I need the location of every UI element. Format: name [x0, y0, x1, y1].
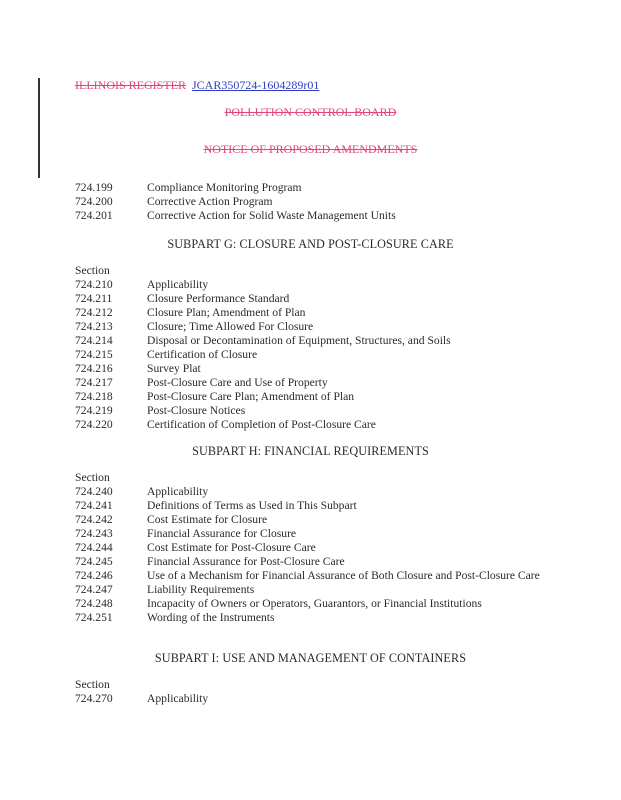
section-column-label: Section	[75, 471, 110, 484]
section-number: 724.247	[75, 583, 113, 596]
section-column-label: Section	[75, 678, 110, 691]
section-number: 724.241	[75, 499, 113, 512]
section-number: 724.245	[75, 555, 113, 568]
list-item	[75, 404, 545, 418]
board-heading	[0, 105, 621, 119]
section-title: Certification of Completion of Post-Closure Care	[147, 418, 376, 431]
list-item	[75, 320, 545, 334]
notice-heading	[0, 142, 621, 156]
top-entries-list	[75, 181, 545, 223]
section-title: Applicability	[147, 278, 209, 291]
section-number: 724.243	[75, 527, 113, 540]
section-title: Applicability	[147, 692, 209, 705]
section-title: Financial Assurance for Closure	[147, 527, 297, 540]
section-title: Closure; Time Allowed For Closure	[147, 320, 314, 333]
section-number: 724.215	[75, 348, 113, 361]
section-number: 724.214	[75, 334, 113, 347]
section-number: 724.200	[75, 195, 113, 208]
list-item	[75, 541, 545, 555]
section-number: 724.218	[75, 390, 113, 403]
section-title: Cost Estimate for Closure	[147, 513, 268, 526]
list-item	[75, 611, 545, 625]
section-number: 724.212	[75, 306, 113, 319]
section-title: Post-Closure Notices	[147, 404, 246, 417]
list-item	[75, 485, 545, 499]
section-title: Use of a Mechanism for Financial Assurance of Both Closure and Post-Closure Care	[147, 569, 540, 582]
section-number: 724.213	[75, 320, 113, 333]
subpart-i-heading: SUBPART I: USE AND MANAGEMENT OF CONTAINERS	[154, 651, 467, 665]
list-item	[75, 181, 545, 195]
section-title: Wording of the Instruments	[147, 611, 275, 624]
section-title: Definitions of Terms as Used in This Subpart	[147, 499, 357, 512]
section-number: 724.270	[75, 692, 113, 705]
section-title: Corrective Action Program	[147, 195, 273, 208]
list-item	[75, 306, 545, 320]
list-item	[75, 376, 545, 390]
section-title: Disposal or Decontamination of Equipment, Structures, and Soils	[147, 334, 451, 347]
section-number: 724.210	[75, 278, 113, 291]
section-column-label: Section	[75, 264, 110, 277]
section-title: Corrective Action for Solid Waste Management Units	[147, 209, 396, 222]
section-title: Applicability	[147, 485, 209, 498]
section-title: Closure Plan; Amendment of Plan	[147, 306, 306, 319]
list-item	[75, 513, 545, 527]
section-number: 724.217	[75, 376, 113, 389]
board-struck-text: POLLUTION CONTROL BOARD	[224, 105, 397, 119]
section-number: 724.242	[75, 513, 113, 526]
section-title: Compliance Monitoring Program	[147, 181, 302, 194]
section-number: 724.246	[75, 569, 113, 582]
section-number: 724.211	[75, 292, 113, 305]
section-title: Financial Assurance for Post-Closure Care	[147, 555, 345, 568]
list-item	[75, 209, 545, 223]
list-item	[75, 555, 545, 569]
section-title: Closure Performance Standard	[147, 292, 290, 305]
list-item	[75, 390, 545, 404]
list-item	[75, 569, 545, 583]
subpart-h-list	[75, 471, 545, 625]
list-item	[75, 499, 545, 513]
list-item	[75, 418, 545, 432]
list-item	[75, 597, 545, 611]
section-title: Certification of Closure	[147, 348, 258, 361]
section-number: 724.251	[75, 611, 113, 624]
list-item	[75, 527, 545, 541]
list-item	[75, 348, 545, 362]
subpart-g-heading: SUBPART G: CLOSURE AND POST-CLOSURE CARE	[167, 237, 454, 251]
list-item	[75, 278, 545, 292]
list-item	[75, 583, 545, 597]
register-struck-text: ILLINOIS REGISTER	[75, 78, 186, 92]
section-title: Survey Plat	[147, 362, 201, 375]
section-title: Post-Closure Care Plan; Amendment of Plan	[147, 390, 355, 403]
list-item	[75, 292, 545, 306]
revision-change-bar	[38, 78, 40, 178]
section-title: Incapacity of Owners or Operators, Guarantors, or Financial Institutions	[147, 597, 482, 610]
section-number: 724.244	[75, 541, 113, 554]
section-title: Post-Closure Care and Use of Property	[147, 376, 328, 389]
list-item	[75, 692, 545, 706]
subpart-h-heading: SUBPART H: FINANCIAL REQUIREMENTS	[192, 444, 429, 458]
notice-struck-text: NOTICE OF PROPOSED AMENDMENTS	[203, 142, 418, 156]
section-number: 724.201	[75, 209, 113, 222]
register-header	[75, 78, 319, 92]
section-number: 724.240	[75, 485, 113, 498]
section-number: 724.199	[75, 181, 113, 194]
section-number: 724.219	[75, 404, 113, 417]
subpart-g-list	[75, 264, 545, 432]
list-item	[75, 195, 545, 209]
list-item	[75, 362, 545, 376]
section-number: 724.220	[75, 418, 113, 431]
section-title: Cost Estimate for Post-Closure Care	[147, 541, 316, 554]
list-item	[75, 334, 545, 348]
section-number: 724.248	[75, 597, 113, 610]
section-title: Liability Requirements	[147, 583, 255, 596]
register-inserted-text: JCAR350724-1604289r01	[192, 78, 320, 92]
section-number: 724.216	[75, 362, 113, 375]
subpart-i-list	[75, 678, 545, 706]
